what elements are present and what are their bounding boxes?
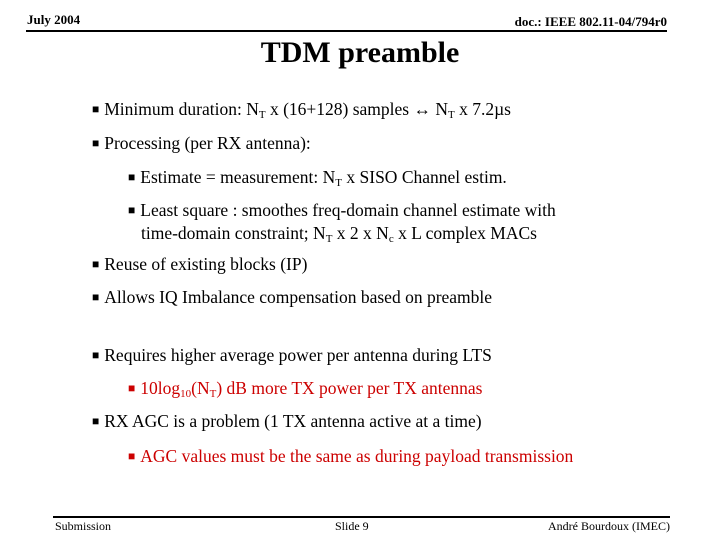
footer-author: André Bourdoux (IMEC) xyxy=(548,519,670,533)
bullet-reuse: ■ Reuse of existing blocks (IP) xyxy=(92,254,308,274)
double-arrow-icon: ↔ xyxy=(413,99,431,119)
bullet-rx-agc: ■ RX AGC is a problem (1 TX antenna active at a time) xyxy=(92,411,482,431)
bullet-marker-icon: ■ xyxy=(92,257,100,271)
slide-title: TDM preamble xyxy=(260,36,460,69)
bullet-higher-power: ■ Requires higher average power per antenna during LTS xyxy=(92,345,492,365)
bullet-marker-icon: ■ xyxy=(92,290,100,304)
bullet-processing: ■ Processing (per RX antenna): xyxy=(92,133,311,153)
bullet-marker-icon: ■ xyxy=(92,102,100,116)
bullet-iq-imbalance: ■ Allows IQ Imbalance compensation based on preamble xyxy=(92,287,493,307)
header-rule xyxy=(26,30,667,32)
bullet-tx-power: ■ $10\log_{10}(N_T)$ dB more TX power per TX antennas xyxy=(128,378,483,400)
bullet-marker-icon: ■ xyxy=(92,348,100,362)
bullet-least-square: ■ Least square : smoothes freq-domain channel estimate with time-domain constraint; $N_T$ x 2 x $N_c$ x L complex MACs xyxy=(128,200,556,245)
bullet-marker-icon: ■ xyxy=(128,449,136,463)
bullet-marker-icon: ■ xyxy=(92,136,100,150)
bullet-marker-icon: ■ xyxy=(92,414,100,428)
bullet-estimate: ■ Estimate = measurement: $N_T$ x SISO Channel estim. xyxy=(128,167,507,189)
bullet-min-duration: ■ Minimum duration: $N_T$ x (16+128) samples ↔ $N_T$ x 7.2µs xyxy=(92,99,511,121)
footer-slide-number: Slide 9 xyxy=(335,519,369,533)
bullet-marker-icon: ■ xyxy=(128,203,136,217)
header-date: July 2004 xyxy=(27,12,81,27)
bullet-marker-icon: ■ xyxy=(128,170,136,184)
bullet-marker-icon: ■ xyxy=(128,381,136,395)
header-doc-id: doc.: IEEE 802.11-04/794r0 xyxy=(514,14,667,29)
footer-rule xyxy=(53,516,670,518)
footer-submission: Submission xyxy=(55,519,112,533)
bullet-agc-values: ■ AGC values must be the same as during payload transmission xyxy=(128,446,574,466)
